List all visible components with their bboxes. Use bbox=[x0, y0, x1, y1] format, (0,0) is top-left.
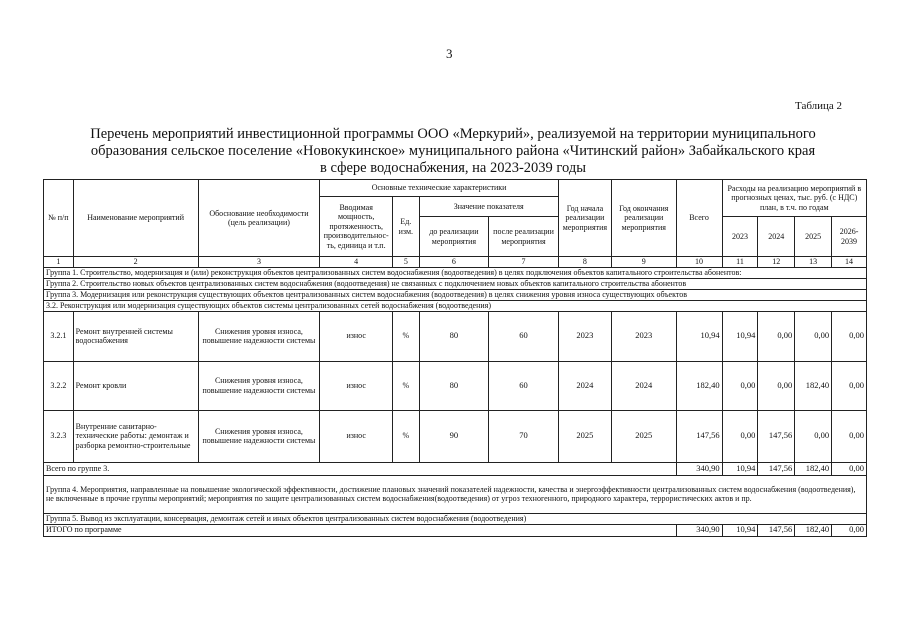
col-number: 11 bbox=[722, 257, 758, 268]
row-after: 60 bbox=[489, 311, 559, 361]
grand-total-2023: 10,94 bbox=[722, 524, 758, 536]
row-2023: 0,00 bbox=[722, 410, 758, 462]
row-end-year: 2023 bbox=[612, 311, 676, 361]
row-reason: Снижения уровня износа, повышение надежности системы bbox=[198, 410, 320, 462]
row-before: 90 bbox=[419, 410, 489, 462]
group-3-total-2025: 182,40 bbox=[795, 462, 832, 475]
group-1-row: Группа 1. Строительство, модернизация и (или) реконструкция объектов централизованных систем водоснабжения (водоотведения) в целях подключения объектов капитального строительства абонентов: bbox=[44, 267, 867, 278]
row-name: Внутренние санитарно-технические работы: демонтаж и разборка ремонтно-строительные bbox=[73, 410, 198, 462]
grand-total-2024: 147,56 bbox=[758, 524, 795, 536]
row-after: 70 bbox=[489, 410, 559, 462]
group-3-total-label: Всего по группе 3. bbox=[44, 462, 677, 475]
group-3-total-2024: 147,56 bbox=[758, 462, 795, 475]
row-start-year: 2024 bbox=[558, 361, 611, 410]
header-before: до реализации мероприятия bbox=[419, 217, 489, 257]
row-2026-2039: 0,00 bbox=[832, 361, 867, 410]
table-row bbox=[44, 311, 867, 361]
header-start-year: Год начала реализации мероприятия bbox=[558, 180, 611, 257]
col-number: 2 bbox=[73, 257, 198, 268]
row-before: 80 bbox=[419, 361, 489, 410]
group-2-row: Группа 2. Строительство новых объектов централизованных систем водоснабжения (водоотведения) не связанных с подключением новых объектов капитального строительства абонентов bbox=[44, 278, 867, 289]
col-number: 5 bbox=[393, 257, 420, 268]
group-3-total-2026-2039: 0,00 bbox=[832, 462, 867, 475]
row-2023: 0,00 bbox=[722, 361, 758, 410]
row-num: 3.2.3 bbox=[44, 410, 74, 462]
header-total: Всего bbox=[676, 180, 722, 257]
title-line-2: образования сельское поселение «Новокукинское» муниципального района «Читинский район» Забайкальского края bbox=[90, 143, 816, 159]
title-line-1: Перечень мероприятий инвестиционной программы ООО «Меркурий», реализуемой на территории муниципального bbox=[90, 126, 816, 142]
header-year-2026-2039: 2026-2039 bbox=[832, 217, 867, 257]
row-total: 10,94 bbox=[676, 311, 722, 361]
col-number: 8 bbox=[558, 257, 611, 268]
col-number: 14 bbox=[832, 257, 867, 268]
row-2026-2039: 0,00 bbox=[832, 410, 867, 462]
row-total: 182,40 bbox=[676, 361, 722, 410]
row-num: 3.2.2 bbox=[44, 361, 74, 410]
group-3-total-row bbox=[44, 462, 867, 475]
col-number: 3 bbox=[198, 257, 320, 268]
row-end-year: 2024 bbox=[612, 361, 676, 410]
col-number: 1 bbox=[44, 257, 74, 268]
row-unit: % bbox=[393, 361, 420, 410]
col-number: 10 bbox=[676, 257, 722, 268]
subgroup-3-2-row: 3.2. Реконструкция или модернизация существующих объектов системы централизованных сетей водоснабжения (водоотведения) bbox=[44, 300, 867, 311]
row-2024: 0,00 bbox=[758, 311, 795, 361]
header-year-2024: 2024 bbox=[758, 217, 795, 257]
row-capacity: износ bbox=[320, 311, 393, 361]
row-2025: 0,00 bbox=[795, 311, 832, 361]
header-costs: Расходы на реализацию мероприятий в прогнозных ценах, тыс. руб. (с НДС) план, в т.ч. по годам bbox=[722, 180, 866, 217]
group-4-row: Группа 4. Мероприятия, направленные на повышение экологической эффективности, достижение плановых значений показателей надежности, качества и энергоэффективности централизованных систем водоснабжения (водоотведения), не включенные в прочие группы мероприятий; мероприятия по защите централизованных систем водоснабжения(водоотведения) от угроз техногенного, природного характера, террористических актов и пр. bbox=[44, 475, 867, 513]
row-2025: 182,40 bbox=[795, 361, 832, 410]
grand-total-row bbox=[44, 524, 867, 536]
col-number: 9 bbox=[612, 257, 676, 268]
header-year-2025: 2025 bbox=[795, 217, 832, 257]
col-number: 7 bbox=[489, 257, 559, 268]
group-3-total: 340,90 bbox=[676, 462, 722, 475]
table-row bbox=[44, 361, 867, 410]
page-number: 3 bbox=[446, 46, 453, 61]
row-2024: 0,00 bbox=[758, 361, 795, 410]
document-title bbox=[40, 126, 866, 177]
header-name: Наименование мероприятий bbox=[73, 180, 198, 257]
header-end-year: Год окончания реализации мероприятия bbox=[612, 180, 676, 257]
row-2024: 147,56 bbox=[758, 410, 795, 462]
col-number: 13 bbox=[795, 257, 832, 268]
row-num: 3.2.1 bbox=[44, 311, 74, 361]
row-total: 147,56 bbox=[676, 410, 722, 462]
row-reason: Снижения уровня износа, повышение надежности системы bbox=[198, 361, 320, 410]
header-after: после реализации мероприятия bbox=[489, 217, 559, 257]
col-number: 6 bbox=[419, 257, 489, 268]
col-number: 12 bbox=[758, 257, 795, 268]
row-2026-2039: 0,00 bbox=[832, 311, 867, 361]
col-number: 4 bbox=[320, 257, 393, 268]
header-indicator: Значение показателя bbox=[419, 197, 558, 217]
investment-table bbox=[43, 179, 867, 537]
header-year-2023: 2023 bbox=[722, 217, 758, 257]
row-name: Ремонт внутренней системы водоснабжения bbox=[73, 311, 198, 361]
header-reason: Обоснование необходимости (цель реализации) bbox=[198, 180, 320, 257]
row-capacity: износ bbox=[320, 410, 393, 462]
table-row bbox=[44, 410, 867, 462]
grand-total-2025: 182,40 bbox=[795, 524, 832, 536]
title-line-3: в сфере водоснабжения, на 2023-2039 годы bbox=[320, 160, 586, 176]
grand-total-label: ИТОГО по программе bbox=[44, 524, 677, 536]
header-tech: Основные технические характеристики bbox=[320, 180, 558, 197]
row-after: 60 bbox=[489, 361, 559, 410]
row-capacity: износ bbox=[320, 361, 393, 410]
group-3-total-2023: 10,94 bbox=[722, 462, 758, 475]
row-unit: % bbox=[393, 410, 420, 462]
header-num: № п/п bbox=[44, 180, 74, 257]
header-capacity: Вводимая мощность, протяженность, производительнос-ть, единица и т.п. bbox=[320, 197, 393, 257]
row-2023: 10,94 bbox=[722, 311, 758, 361]
row-before: 80 bbox=[419, 311, 489, 361]
group-3-row: Группа 3. Модернизация или реконструкция существующих объектов централизованных систем водоснабжения (водоотведения) в целях снижения уровня износа существующих объектов bbox=[44, 289, 867, 300]
row-name: Ремонт кровли bbox=[73, 361, 198, 410]
row-start-year: 2025 bbox=[558, 410, 611, 462]
row-start-year: 2023 bbox=[558, 311, 611, 361]
row-reason: Снижения уровня износа, повышение надежности системы bbox=[198, 311, 320, 361]
header-unit: Ед. изм. bbox=[393, 197, 420, 257]
table-label: Таблица 2 bbox=[795, 100, 843, 112]
row-2025: 0,00 bbox=[795, 410, 832, 462]
row-end-year: 2025 bbox=[612, 410, 676, 462]
row-unit: % bbox=[393, 311, 420, 361]
grand-total: 340,90 bbox=[676, 524, 722, 536]
group-5-row: Группа 5. Вывод из эксплуатации, консервация, демонтаж сетей и иных объектов централизованных систем водоснабжения (водоотведения) bbox=[44, 513, 867, 524]
grand-total-2026-2039: 0,00 bbox=[832, 524, 867, 536]
